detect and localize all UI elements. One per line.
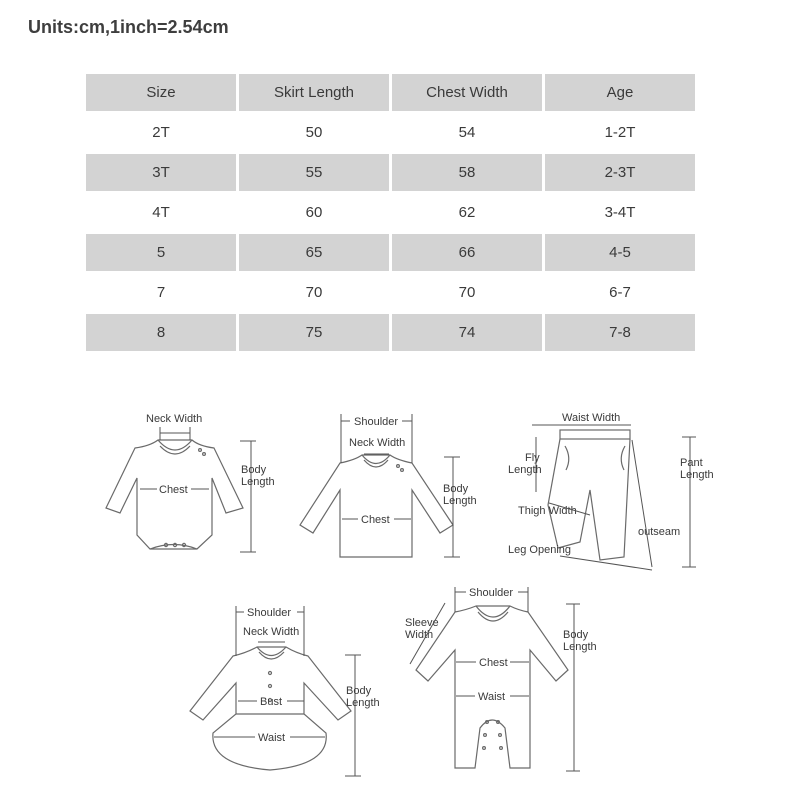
romper-snap [484,734,487,737]
pants-outline [548,439,630,560]
table-cell: 60 [305,204,323,221]
table-cell: 62 [458,204,476,221]
table-cell: 75 [239,314,389,351]
dress-button [269,672,272,675]
pants-pant-length-label-1: Pant [680,457,703,469]
pants-waistband [560,430,630,439]
bodysuit-snap [203,453,206,456]
romper-body-length-label-1: Body [563,629,589,641]
column-header-skirt-length: Skirt Length [239,74,389,111]
column-header-size: Size [86,74,236,111]
tshirt-collar [362,455,390,467]
tshirt-button [397,465,400,468]
romper-shoulder-label: Shoulder [469,587,514,599]
table-cell: 2T [152,124,170,141]
table-cell: 66 [392,234,542,271]
table-cell: 4T [152,204,170,221]
table-cell: 3-4T [604,204,636,221]
table-cell: 5 [86,234,236,271]
dress-neck-width-label: Neck Width [243,626,300,638]
pants-leg-opening-arrow [560,556,652,570]
table-cell: 4-5 [545,234,695,271]
bodysuit-chest-label: Chest [159,484,188,496]
pants-pant-length-label-2: Length [680,469,714,481]
pants-waist-width-label: Waist Width [562,412,621,424]
dress-body-length-label-1: Body [346,685,372,697]
table-cell: 6-7 [609,284,631,301]
romper-sleeve-width-label-1: Sleeve [405,617,439,629]
table-cell: 54 [458,124,476,141]
pants-thigh-width-label: Thigh Width [518,505,577,517]
tshirt-body-length-label-2: Length [443,495,477,507]
tshirt-outline [300,455,453,557]
tshirt-shoulder-label: Shoulder [354,416,399,428]
pants-fly-length-label-1: Fly [525,452,540,464]
dress-waist-label: Waist [258,732,286,744]
table-cell: 3T [86,154,236,191]
dress-body-length-label-2: Length [346,697,380,709]
bodysuit-diagram [106,413,275,552]
table-cell: 7-8 [545,314,695,351]
romper-collar [476,606,510,621]
bodysuit-body-length-label-1: Body [241,464,267,476]
romper-waist-label: Waist [478,691,506,703]
romper-snap [500,747,503,750]
romper-outline [416,606,568,768]
table-cell: 65 [239,234,389,271]
tshirt-body-length-label-1: Body [443,483,469,495]
dress-diagram [190,606,380,776]
table-cell: 58 [392,154,542,191]
romper-snap [483,747,486,750]
column-header-age: Age [545,74,695,111]
bodysuit-neck-width-label: Neck Width [146,413,203,425]
romper-diagram [405,587,597,771]
tshirt-chest-label: Chest [361,514,390,526]
table-cell: 70 [458,284,476,301]
romper-chest-label: Chest [479,657,508,669]
pants-outseam-label: outseam [638,526,681,538]
pants-leg-opening-label: Leg Opening [508,544,571,556]
tshirt-neck-width-label: Neck Width [349,437,406,449]
romper-sleeve-width-label-2: Width [405,629,434,641]
table-cell: 74 [392,314,542,351]
bodysuit-collar [158,440,192,454]
column-header-chest-width: Chest Width [392,74,542,111]
romper-snap [499,734,502,737]
bodysuit-body-length-label-2: Length [241,476,275,488]
pants-diagram [508,412,714,570]
pants-outseam-arrow [632,440,652,567]
dress-bust-label: Bust [260,696,283,708]
table-cell: 8 [86,314,236,351]
table-cell: 2-3T [545,154,695,191]
dress-button [269,685,272,688]
tshirt-button [401,469,404,472]
dress-collar [257,647,286,659]
table-cell: 70 [305,284,323,301]
pants-pocket [621,446,625,470]
romper-body-length-label-2: Length [563,641,597,653]
units-note: Units:cm,1inch=2.54cm [28,17,229,37]
pants-fly-length-label-2: Length [508,464,542,476]
pants-pocket [565,446,569,470]
bodysuit-snap [199,449,202,452]
table-cell: 1-2T [604,124,636,141]
table-cell: 50 [305,124,323,141]
table-cell: 7 [156,284,166,301]
dress-outline [190,647,351,770]
tshirt-diagram [300,414,477,557]
table-cell: 55 [239,154,389,191]
dress-shoulder-label: Shoulder [247,607,292,619]
